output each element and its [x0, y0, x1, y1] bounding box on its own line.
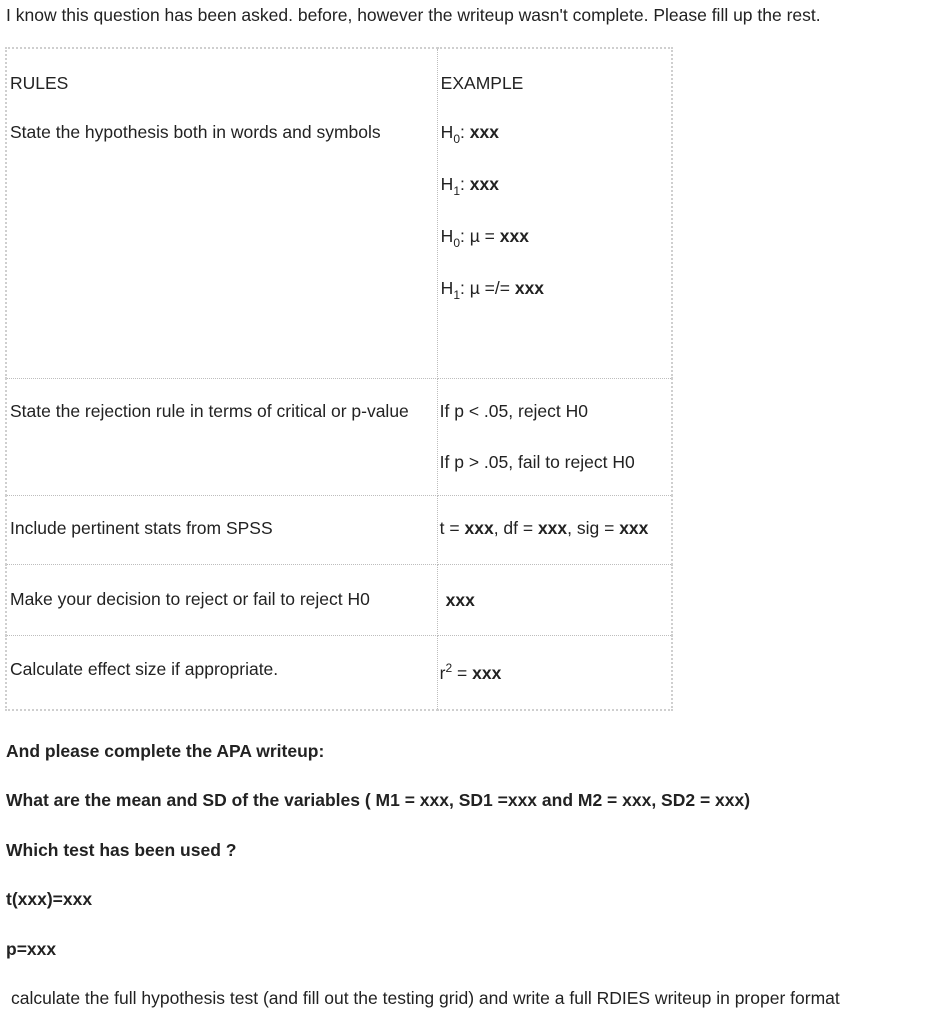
means-question: What are the mean and SD of the variables ( M1 = xxx, SD1 =xxx and M2 = xxx, SD2 = xxx) — [6, 790, 751, 810]
spss-stats: t = xxx, df = xxx, sig = xxx — [439, 518, 649, 538]
grid-row-decision — [6, 565, 672, 636]
effect-size: $r^2$ = xxx — [439, 661, 502, 683]
grid-row-rejection — [6, 379, 672, 496]
rule-effect: Calculate effect size if appropriate. — [10, 659, 279, 679]
decision-value: xxx — [445, 590, 475, 610]
example-stats-cell — [437, 496, 672, 565]
rule-stats: Include pertinent stats from SPSS — [10, 518, 273, 538]
apa-prompt: And please complete the APA writeup: — [6, 741, 325, 761]
example-decision-cell — [437, 565, 672, 636]
grid-header-row — [6, 48, 672, 379]
example-rejection-cell — [437, 379, 672, 496]
final-instruction: calculate the full hypothesis test (and fill out the testing grid) and write a full RDIES writeup in proper format — [11, 988, 840, 1008]
p-value: p=xxx — [6, 939, 57, 959]
h1-symbols: $H_1$: µ =/= xxx — [440, 277, 545, 302]
header-example-cell — [437, 48, 672, 379]
grid-row-stats — [6, 496, 672, 565]
rule-rejection: State the rejection rule in terms of critical or p-value — [10, 401, 409, 421]
header-example: EXAMPLE — [440, 73, 524, 93]
rule-stats-cell — [6, 496, 437, 565]
rule-decision: Make your decision to reject or fail to reject H0 — [10, 589, 370, 609]
rule-rejection-cell — [6, 379, 437, 496]
t-statistic: t(xxx)=xxx — [6, 889, 93, 909]
test-question: Which test has been used ? — [6, 840, 237, 860]
rule-decision-cell — [6, 565, 437, 636]
testing-grid — [5, 47, 673, 711]
rule-effect-cell — [6, 636, 437, 711]
rule-hypothesis: State the hypothesis both in words and symbols — [10, 121, 381, 142]
example-effect-cell — [437, 636, 672, 711]
h0-words: $H_0$: xxx — [440, 121, 499, 146]
h0-symbols: $H_0$: µ = xxx — [440, 225, 529, 250]
header-rules-cell — [6, 48, 437, 379]
rejection-rule-2: If p > .05, fail to reject H0 — [439, 451, 635, 472]
rejection-rule-1: If p < .05, reject H0 — [439, 401, 589, 421]
grid-row-effect — [6, 636, 672, 711]
h1-words: $H_1$: xxx — [440, 173, 499, 198]
header-rules: RULES — [10, 73, 69, 93]
intro-text: I know this question has been asked. before, however the writeup wasn't complete. Please fill up the rest. — [6, 5, 821, 25]
